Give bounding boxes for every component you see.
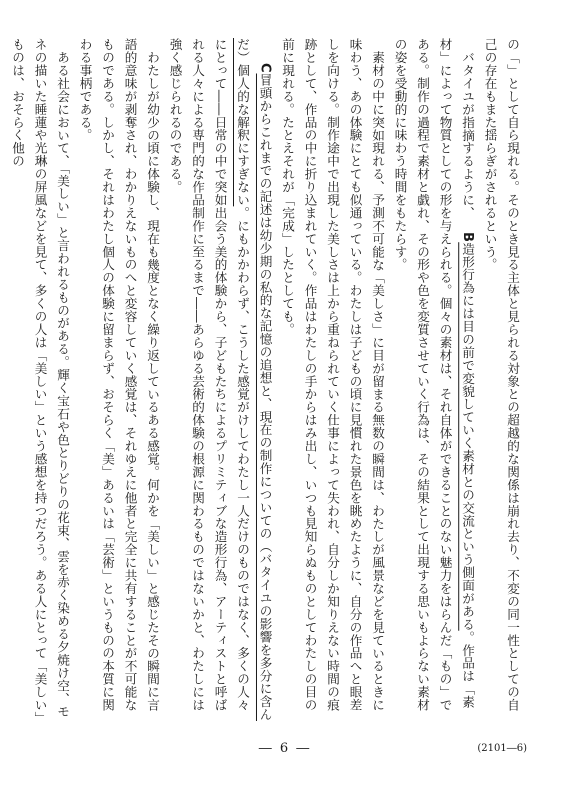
paragraph bbox=[478, 38, 523, 722]
paragraph bbox=[163, 38, 276, 722]
text-run: バタイユが指摘するように、 bbox=[460, 50, 475, 219]
exam-code: (2101―6) bbox=[477, 743, 527, 754]
underlined-passage: 造形行為には目の前で変貌していく素材との交流という側面がある bbox=[460, 241, 475, 631]
vertical-text-body bbox=[10, 38, 523, 722]
text-run: の「」として自ら現れる。そのとき見る主体と見られる対象との超越的な関係は崩れ去り、不変の同一性としての自己の存在もまた揺らぎがされるという。 bbox=[482, 38, 520, 712]
text-run: 素材の中に突如現れる、予測不可能な「美しさ」に目が留まる無数の瞬間は、わたしが風景などを見ているときに味わう、あの体験にとても似通っている。わたしは子どもの頃に見慣れた景色を眺めたように、自分の作品へと眼差しを向ける。制作途中で出現した美しさは上から重ねられていく仕事によって失われ、自分しか知りえない時間の痕跡として、作品の中に折り込まれていく。作品はわたしの手からはみ出し、いつも見知らぬものとしてわたしの目の前に現れる。たとえそれが「完成」したとしても。 bbox=[280, 38, 385, 712]
text-run: ある社会において、「美しい」と言われるものがある。輝く宝石や色とりどりの花束、雲を赤く染める夕焼け空、モネの描いた睡蓮や光琳の屏風などを見て、多くの人は「美しい」という感想を持つだろう。ある人にとって「美しい」ものは、おそらく他の bbox=[10, 38, 70, 719]
paragraph bbox=[388, 38, 478, 722]
passage-label: B bbox=[460, 231, 475, 242]
text-run: 。作品は「素材」によって物質としての形を与えられる。個々の素材は、それ自体ができることのない魅力をはらんだ「もの」である。制作の過程で素材と戯れ、その形や色を変質させていく行為は、その結果として出現する思いもよらない素材の姿を受動的に味わう時間をもたらす。 bbox=[392, 38, 475, 712]
paragraph bbox=[6, 38, 74, 722]
page-number: ― 6 ― bbox=[258, 741, 312, 756]
text-run: わたしが幼少の頃に体験し、現在も幾度となく繰り返しているある感覚。何かを「美しい」と感じたその瞬間に言語的意味が剥奪され、わかりえないものへと変容していく感覚は、それゆえに他者と完全に共有することが不可能なものである。しかし、それはわたし個人の体験に留まらず、おそらく「美」あるいは「芸術」というものの本質に関わる事柄である。 bbox=[77, 38, 160, 712]
passage-label: C bbox=[257, 63, 273, 74]
paragraph bbox=[73, 38, 163, 722]
paragraph bbox=[276, 38, 389, 722]
text-run: 。にもかかわらず、こうした感覚がけしてわたし一人だけのものではなく、多くの人々にとって――日常の中で突如出会う美的体験から、子どもたちによるプリミティブな造形行為、アーティストと呼ばれる人々による専門的な作品制作に至るまで――あらゆる芸術的体験の根源に関わるものではないかと、わたしには強く感じられるのである。 bbox=[167, 38, 250, 712]
underlined-passage: 冒頭からこれまでの記述は幼少期の私的な記憶の追想と、現在の制作についての（バタイユの影響を多分に含んだ）個人的な解釈にすぎない bbox=[235, 38, 273, 721]
